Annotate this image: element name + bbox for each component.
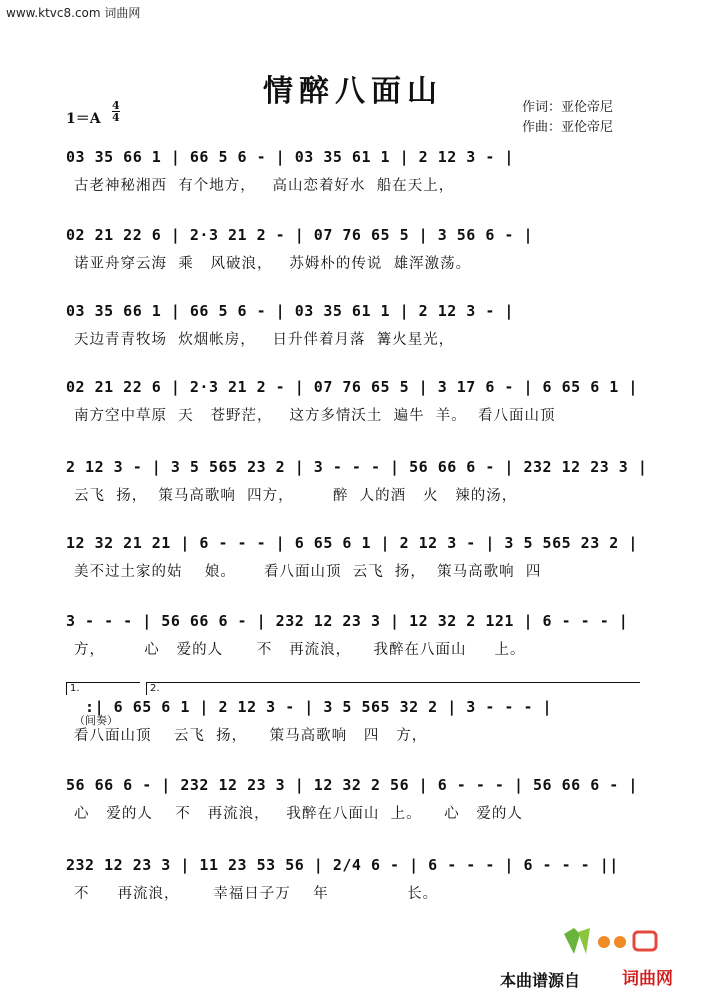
- notation-line: 02 21 22 6 | 2·3 21 2 - | 07 76 65 5 | 3 56 6 - |: [66, 226, 534, 244]
- composer-credit: 作曲：亚伦帝尼: [522, 120, 614, 135]
- meter-top: 4: [112, 99, 120, 112]
- notation-line: 03 35 66 1 | 66 5 6 - | 03 35 61 1 | 2 12 3 - |: [66, 302, 514, 320]
- site-header: www.ktvc8.com 词曲网: [6, 6, 141, 20]
- interlude-label: （间奏）: [74, 714, 118, 727]
- time-signature: [112, 100, 120, 123]
- volta-second-ending: 2.: [146, 682, 640, 695]
- lyric-line: 古老神秘湘西 有个地方， 高山恋着好水 船在天上，: [74, 178, 455, 194]
- meter-bottom: 4: [112, 111, 120, 124]
- site-logo-icon: [560, 924, 670, 958]
- lyric-line: 云飞 扬， 策马高歌响 四方， 醉 人的酒 火 辣的汤，: [74, 488, 518, 504]
- notation-line: 03 35 66 1 | 66 5 6 - | 03 35 61 1 | 2 12 3 - |: [66, 148, 514, 166]
- page-title: 情醉八面山: [263, 74, 443, 109]
- notation-line: 12 32 21 21 | 6 - - - | 6 65 6 1 | 2 12 3 - | 3 5 565 23 2 |: [66, 534, 638, 552]
- notation-line: 3 - - - | 56 66 6 - | 232 12 23 3 | 12 32 2 121 | 6 - - - |: [66, 612, 629, 630]
- lyric-line: 诺亚舟穿云海 乘 风破浪， 苏姆朴的传说 雄浑激荡。: [74, 256, 472, 272]
- notation-line: 2 12 3 - | 3 5 565 23 2 | 3 - - - | 56 66 6 - | 232 12 23 3 |: [66, 458, 648, 476]
- notation-line: 232 12 23 3 | 11 23 53 56 | 2/4 6 - | 6 - - - | 6 - - - ||: [66, 856, 619, 874]
- notation-line: 02 21 22 6 | 2·3 21 2 - | 07 76 65 5 | 3 17 6 - | 6 65 6 1 |: [66, 378, 638, 396]
- key-signature: 1＝A: [66, 111, 101, 127]
- volta-first-ending: 1.: [66, 682, 140, 695]
- lyric-line: 看八面山顶 云飞 扬， 策马高歌响 四 方，: [74, 728, 428, 744]
- notation-line: 56 66 6 - | 232 12 23 3 | 12 32 2 56 | 6 - - - | 56 66 6 - |: [66, 776, 638, 794]
- lyric-line: 不 再流浪， 幸福日子万 年 长。: [74, 886, 439, 902]
- lyric-line: 方， 心 爱的人 不 再流浪， 我醉在八面山 上。: [74, 642, 526, 658]
- notation-line: :| 6 65 6 1 | 2 12 3 - | 3 5 565 32 2 | 3 - - - |: [66, 698, 553, 716]
- lyricist-credit: 作词：亚伦帝尼: [522, 100, 614, 115]
- lyric-line: 南方空中草原 天 苍野茫， 这方多情沃土 遍牛 羊。 看八面山顶: [74, 408, 556, 424]
- source-site: 词曲网: [622, 969, 673, 989]
- lyric-line: 心 爱的人 不 再流浪， 我醉在八面山 上。 心 爱的人: [74, 806, 523, 822]
- source-label: 本曲谱源自: [500, 971, 581, 990]
- lyric-line: 美不过土家的姑 娘。 看八面山顶 云飞 扬， 策马高歌响 四: [74, 564, 542, 580]
- lyric-line: 天边青青牧场 炊烟帐房， 日升伴着月落 篝火星光，: [74, 332, 455, 348]
